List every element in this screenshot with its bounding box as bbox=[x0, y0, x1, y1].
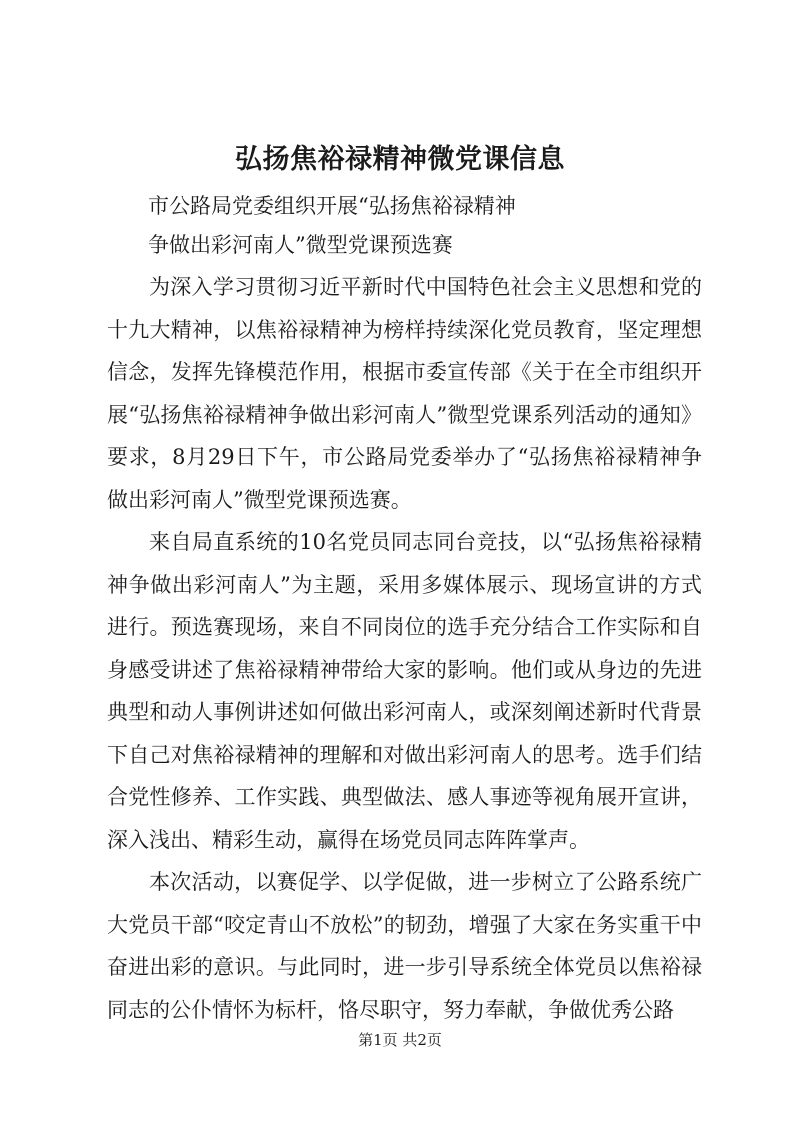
body-paragraph-2: 来自局直系统的10名党员同志同台竞技，以“弘扬焦裕禄精神争做出彩河南人”为主题，采用多媒体展示、现场宣讲的方式进行。预选赛现场，来自不同岗位的选手充分结合工作实际和自身感受讲述了焦裕禄精神带给大家的影响。他们或从身边的先进典型和动人事例讲述如何做出彩河南人，或深刻阐述新时代背景下自己对焦裕禄精神的理解和对做出彩河南人的思考。选手们结合党性修养、工作实践、典型做法、感人事迹等视角展开宣讲，深入浅出、精彩生动，赢得在场党员同志阵阵掌声。 bbox=[107, 530, 702, 852]
subtitle-line-1: 市公路局党委组织开展“弘扬焦裕禄精神 bbox=[148, 194, 516, 218]
body-paragraph-1: 为深入学习贯彻习近平新时代中国特色社会主义思想和党的十九大精神，以焦裕禄精神为榜样持续深化党员教育，坚定理想信念，发挥先锋模范作用，根据市委宣传部《关于在全市组织开展“弘扬焦裕禄精神争做出彩河南人”微型党课系列活动的通知》要求，8月29日下午，市公路局党委举办了“弘扬焦裕禄精神争做出彩河南人”微型党课预选赛。 bbox=[107, 275, 702, 512]
subtitle-line-2: 争做出彩河南人”微型党课预选赛 bbox=[148, 233, 453, 257]
document-title: 弘扬焦裕禄精神微党课信息 bbox=[235, 144, 565, 175]
body-paragraph-3: 本次活动，以赛促学、以学促做，进一步树立了公路系统广大党员干部“咬定青山不放松”的韧劲，增强了大家在务实重干中奋进出彩的意识。与此同时，进一步引导系统全体党员以焦裕禄同志的公仆情怀为标杆，恪尽职守，努力奉献，争做优秀公路 bbox=[107, 870, 702, 1022]
document-body bbox=[107, 266, 702, 1031]
page-footer: 第1页 共2页 bbox=[358, 1031, 442, 1049]
